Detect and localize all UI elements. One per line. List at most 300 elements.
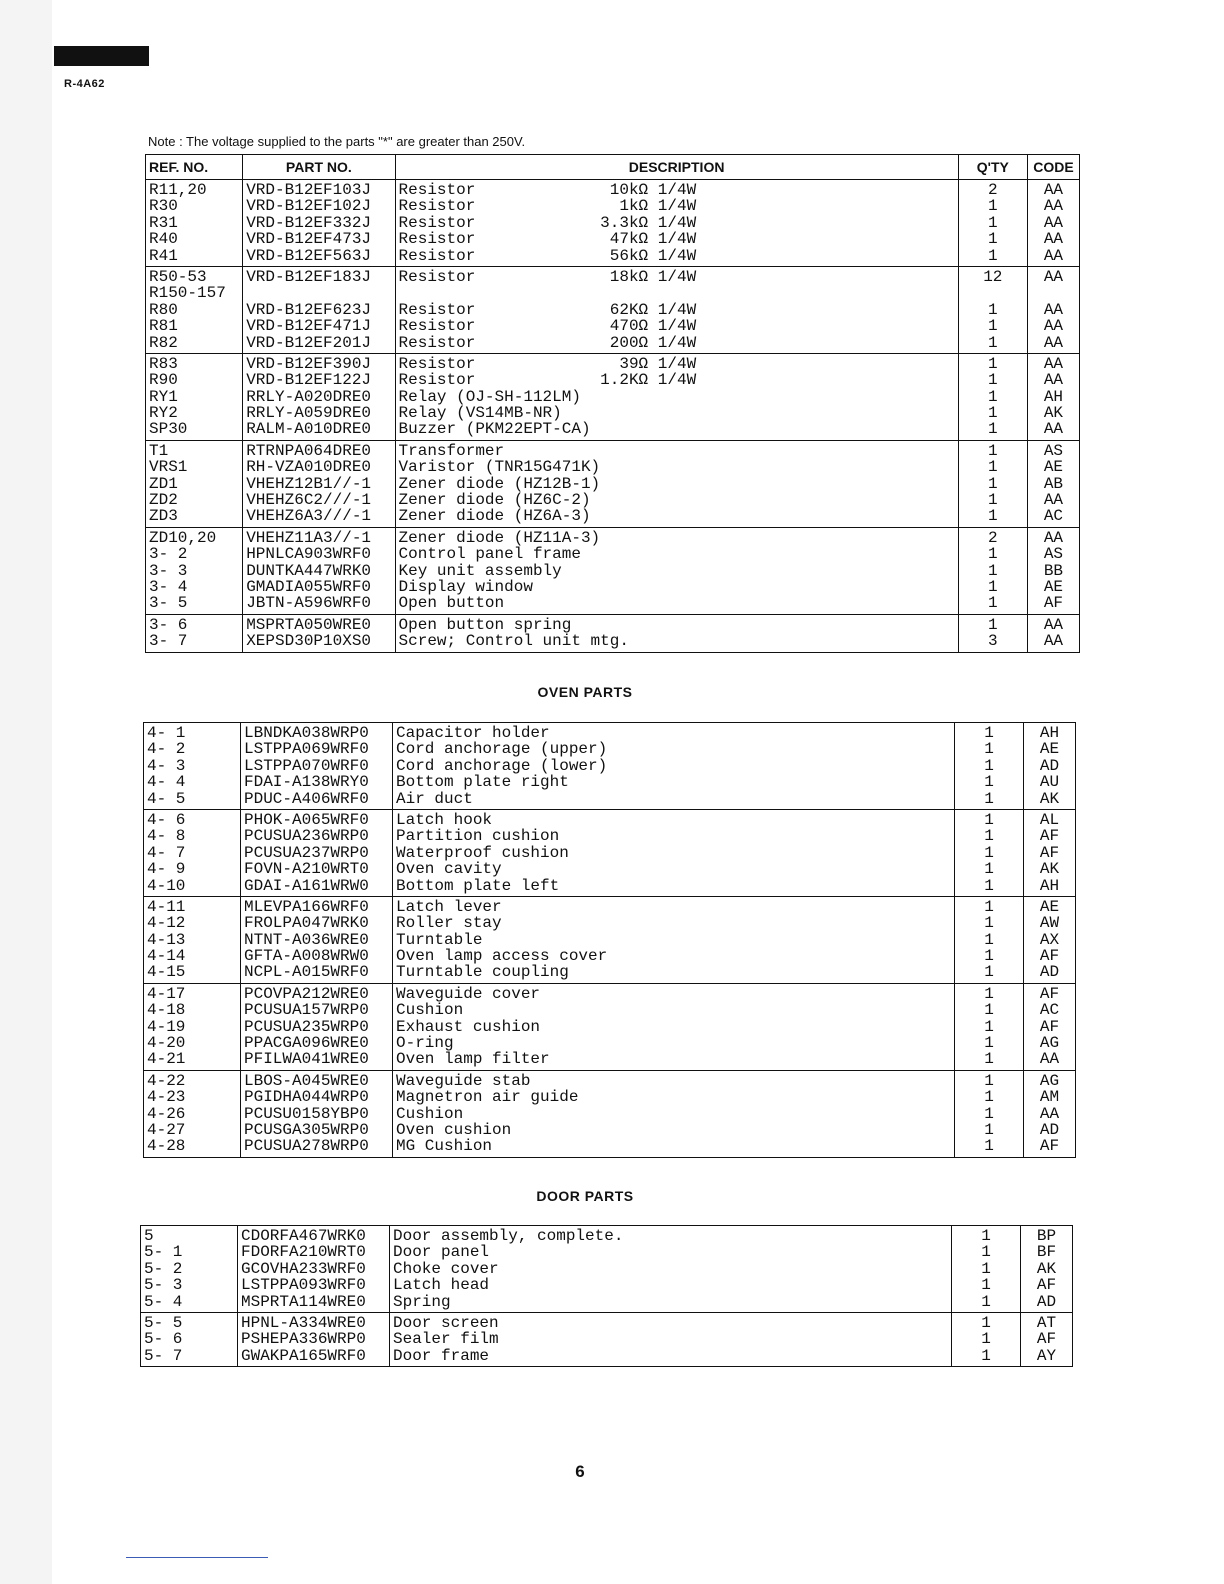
ref-line: 4- 4 bbox=[147, 773, 186, 792]
ref-line: R41 bbox=[149, 246, 178, 265]
cell-ref bbox=[141, 1312, 238, 1366]
code-line: AA bbox=[1043, 632, 1064, 651]
desc-line: Resistor 470Ω 1/4W bbox=[398, 317, 697, 336]
cell-code bbox=[1024, 896, 1076, 983]
desc-line: Varistor (TNR15G471K) bbox=[398, 458, 601, 477]
code-line: AU bbox=[1039, 773, 1060, 792]
part-line: VHEHZ12B1//-1 bbox=[246, 474, 372, 493]
part-line: MSPRTA114WRE0 bbox=[241, 1292, 366, 1311]
code-line: AH bbox=[1039, 876, 1060, 895]
code-line: AD bbox=[1039, 756, 1060, 775]
desc-line: Screw; Control unit mtg. bbox=[398, 632, 629, 651]
cell-code bbox=[1021, 1312, 1073, 1366]
part-line: VRD-B12EF103J bbox=[246, 181, 372, 199]
part-line: PCUSUA237WRP0 bbox=[244, 843, 369, 862]
table-row bbox=[144, 896, 1076, 983]
part-line: PPACGA096WRE0 bbox=[244, 1034, 369, 1053]
part-line: VRD-B12EF471J bbox=[246, 317, 372, 336]
part-line: XEPSD30P10XS0 bbox=[246, 632, 372, 651]
ref-line: 5- 5 bbox=[144, 1313, 183, 1332]
qty-line: 1 bbox=[984, 773, 994, 792]
part-line: RH-VZA010DRE0 bbox=[246, 458, 372, 477]
qty-line: 1 bbox=[981, 1243, 991, 1262]
parts-group bbox=[146, 353, 1080, 440]
part-line: FROLPA047WRK0 bbox=[244, 914, 369, 933]
part-line: NTNT-A036WRE0 bbox=[244, 930, 369, 949]
code-line: AA bbox=[1043, 246, 1064, 265]
cell-desc bbox=[395, 180, 958, 267]
part-line: HPNLCA903WRF0 bbox=[246, 545, 372, 564]
ref-line: 4-19 bbox=[147, 1017, 186, 1036]
code-line: AF bbox=[1039, 947, 1060, 966]
desc-line: Cushion bbox=[396, 1001, 464, 1020]
ref-line: 5 bbox=[144, 1227, 154, 1245]
desc-line: Cushion bbox=[396, 1104, 464, 1123]
parts-group bbox=[146, 440, 1080, 527]
qty-line: 1 bbox=[981, 1276, 991, 1295]
ref-line: ZD10,20 bbox=[149, 528, 217, 547]
cell-desc bbox=[393, 1070, 955, 1157]
part-line: VRD-B12EF473J bbox=[246, 230, 372, 249]
qty-line: 1 bbox=[987, 246, 998, 265]
ref-line: R30 bbox=[149, 197, 178, 216]
part-line bbox=[246, 285, 391, 301]
code-line: AA bbox=[1043, 615, 1064, 634]
qty-line: 1 bbox=[984, 1050, 994, 1069]
cell-code bbox=[1027, 180, 1079, 267]
desc-line: Exhaust cushion bbox=[396, 1017, 541, 1036]
ref-line: 4-15 bbox=[147, 963, 186, 982]
cell-qty bbox=[958, 266, 1027, 353]
cell-code bbox=[1027, 353, 1079, 440]
cell-desc bbox=[393, 809, 955, 896]
part-line: LSTPPA093WRF0 bbox=[241, 1276, 366, 1295]
ref-line: ZD2 bbox=[149, 491, 178, 510]
qty-line: 1 bbox=[984, 963, 994, 982]
code-line: AA bbox=[1043, 354, 1064, 373]
part-line: PCOVPA212WRE0 bbox=[244, 984, 369, 1003]
part-line: PCUSUA157WRP0 bbox=[244, 1001, 369, 1020]
part-line: NCPL-A015WRF0 bbox=[244, 963, 369, 982]
table-row bbox=[146, 353, 1080, 440]
desc-line: Bottom plate left bbox=[396, 876, 560, 895]
qty-line: 1 bbox=[984, 740, 994, 759]
code-line: AA bbox=[1043, 230, 1064, 249]
cell-code bbox=[1027, 266, 1079, 353]
ref-line: R11,20 bbox=[149, 181, 207, 199]
qty-line: 1 bbox=[984, 756, 994, 775]
part-line: VRD-B12EF201J bbox=[246, 333, 372, 352]
desc-line: Resistor 56kΩ 1/4W bbox=[398, 246, 697, 265]
cell-part bbox=[243, 527, 395, 614]
table-row bbox=[144, 723, 1076, 810]
code-line: AA bbox=[1043, 197, 1064, 216]
desc-line: Resistor 39Ω 1/4W bbox=[398, 354, 697, 373]
desc-line: Display window bbox=[398, 577, 533, 596]
code-line: AA bbox=[1043, 300, 1064, 319]
oven-parts-table bbox=[143, 722, 1076, 1158]
code-line: AF bbox=[1039, 827, 1060, 846]
part-line: RTRNPA064DRE0 bbox=[246, 441, 372, 460]
parts-group bbox=[146, 527, 1080, 614]
cell-ref bbox=[146, 614, 243, 652]
part-line: RRLY-A059DRE0 bbox=[246, 404, 372, 423]
cell-qty bbox=[955, 723, 1024, 810]
ref-line: R50-53 bbox=[149, 267, 207, 286]
part-line: LSTPPA070WRF0 bbox=[244, 756, 369, 775]
table-header-row bbox=[146, 155, 1080, 180]
cell-qty bbox=[958, 614, 1027, 652]
code-line: BF bbox=[1036, 1243, 1057, 1262]
part-line: PCUSGA305WRP0 bbox=[244, 1120, 369, 1139]
code-line: AE bbox=[1039, 897, 1060, 916]
parts-group bbox=[144, 809, 1076, 896]
table-row bbox=[146, 614, 1080, 652]
code-line: AD bbox=[1039, 963, 1060, 982]
part-line: VRD-B12EF332J bbox=[246, 213, 372, 232]
code-line: AH bbox=[1043, 387, 1064, 406]
ref-line: 4-21 bbox=[147, 1050, 186, 1069]
desc-line: Resistor 1.2KΩ 1/4W bbox=[398, 371, 697, 390]
qty-line: 1 bbox=[987, 300, 998, 319]
code-line: AS bbox=[1043, 545, 1064, 564]
cell-code bbox=[1024, 809, 1076, 896]
part-line: PDUC-A406WRF0 bbox=[244, 789, 369, 808]
part-line: LBNDKA038WRP0 bbox=[244, 724, 369, 742]
ref-line: R83 bbox=[149, 354, 178, 373]
qty-line: 1 bbox=[984, 930, 994, 949]
desc-line: Zener diode (HZ6C-2) bbox=[398, 491, 591, 510]
ref-line: ZD1 bbox=[149, 474, 178, 493]
part-line: VRD-B12EF122J bbox=[246, 371, 372, 390]
code-line: AS bbox=[1043, 441, 1064, 460]
code-line: AE bbox=[1043, 458, 1064, 477]
col-code: CODE bbox=[1027, 155, 1079, 180]
col-part-no: PART NO. bbox=[243, 155, 395, 180]
code-line: AY bbox=[1036, 1346, 1057, 1365]
cell-part bbox=[243, 353, 395, 440]
code-line: AA bbox=[1043, 371, 1064, 390]
part-line: HPNL-A334WRE0 bbox=[241, 1313, 366, 1332]
code-line: AA bbox=[1043, 528, 1064, 547]
qty-line: 1 bbox=[981, 1259, 991, 1278]
cell-ref bbox=[144, 896, 241, 983]
col-qty: Q'TY bbox=[958, 155, 1027, 180]
code-line: AT bbox=[1036, 1313, 1057, 1332]
qty-line: 1 bbox=[984, 810, 994, 829]
code-line: AA bbox=[1043, 491, 1064, 510]
qty-line: 1 bbox=[984, 1001, 994, 1020]
desc-line: Resistor 10kΩ 1/4W bbox=[398, 181, 697, 199]
door-parts-table bbox=[140, 1225, 1073, 1367]
qty-line: 1 bbox=[984, 1104, 994, 1123]
code-line: AK bbox=[1043, 404, 1064, 423]
qty-line: 1 bbox=[984, 789, 994, 808]
code-line: AF bbox=[1039, 1137, 1060, 1156]
qty-line: 1 bbox=[981, 1330, 991, 1349]
ref-line: 5- 7 bbox=[144, 1346, 183, 1365]
code-line: AF bbox=[1036, 1276, 1057, 1295]
code-line: AB bbox=[1043, 474, 1064, 493]
ref-line: 4-22 bbox=[147, 1071, 186, 1090]
table-row bbox=[146, 266, 1080, 353]
desc-line: Turntable bbox=[396, 930, 483, 949]
ref-line: T1 bbox=[149, 441, 169, 460]
ref-line: 5- 3 bbox=[144, 1276, 183, 1295]
cell-code bbox=[1024, 1070, 1076, 1157]
part-line: PFILWA041WRE0 bbox=[244, 1050, 369, 1069]
table-row bbox=[146, 440, 1080, 527]
qty-line: 1 bbox=[984, 1034, 994, 1053]
part-line: FOVN-A210WRT0 bbox=[244, 860, 369, 879]
part-line: VHEHZ6A3///-1 bbox=[246, 507, 372, 526]
desc-line: MG Cushion bbox=[396, 1137, 493, 1156]
table-row bbox=[141, 1312, 1073, 1366]
desc-line: Door assembly, complete. bbox=[393, 1227, 624, 1245]
part-line: VHEHZ11A3//-1 bbox=[246, 528, 372, 547]
code-line: AK bbox=[1039, 789, 1060, 808]
qty-line: 1 bbox=[987, 371, 998, 390]
qty-line bbox=[962, 285, 1024, 301]
ref-line: R150-157 bbox=[149, 284, 226, 303]
cell-qty bbox=[952, 1312, 1021, 1366]
code-line: AF bbox=[1039, 1017, 1060, 1036]
qty-line: 1 bbox=[984, 1137, 994, 1156]
cell-code bbox=[1024, 983, 1076, 1070]
cell-qty bbox=[955, 896, 1024, 983]
qty-line: 1 bbox=[987, 577, 998, 596]
qty-line: 2 bbox=[987, 528, 998, 547]
qty-line: 1 bbox=[987, 333, 998, 352]
control-parts-table bbox=[145, 154, 1080, 653]
desc-line: Oven cushion bbox=[396, 1120, 512, 1139]
code-line: BB bbox=[1043, 561, 1064, 580]
qty-line: 1 bbox=[984, 1071, 994, 1090]
cell-qty bbox=[958, 353, 1027, 440]
part-line: VRD-B12EF102J bbox=[246, 197, 372, 216]
qty-line: 1 bbox=[984, 914, 994, 933]
part-line: LSTPPA069WRF0 bbox=[244, 740, 369, 759]
qty-line: 1 bbox=[981, 1313, 991, 1332]
desc-line: Resistor 3.3kΩ 1/4W bbox=[398, 213, 697, 232]
desc-line: Open button bbox=[398, 594, 505, 613]
desc-line: Resistor 62KΩ 1/4W bbox=[398, 300, 697, 319]
part-line: GCOVHA233WRF0 bbox=[241, 1259, 366, 1278]
desc-line bbox=[399, 285, 955, 301]
cell-desc bbox=[395, 353, 958, 440]
qty-line: 1 bbox=[987, 213, 998, 232]
ref-line: 5- 6 bbox=[144, 1330, 183, 1349]
cell-part bbox=[243, 440, 395, 527]
col-ref-no: REF. NO. bbox=[146, 155, 243, 180]
qty-line: 1 bbox=[987, 458, 998, 477]
code-line: AE bbox=[1039, 740, 1060, 759]
cell-desc bbox=[395, 527, 958, 614]
parts-group bbox=[141, 1226, 1073, 1313]
part-line: CDORFA467WRK0 bbox=[241, 1227, 366, 1245]
desc-line: Zener diode (HZ12B-1) bbox=[398, 474, 601, 493]
qty-line: 3 bbox=[987, 632, 998, 651]
parts-group bbox=[144, 983, 1076, 1070]
cell-qty bbox=[952, 1226, 1021, 1313]
part-line: LBOS-A045WRE0 bbox=[244, 1071, 369, 1090]
scan-margin-shade bbox=[0, 0, 52, 1584]
desc-line: Relay (VS14MB-NR) bbox=[398, 404, 562, 423]
ref-line: 5- 2 bbox=[144, 1259, 183, 1278]
voltage-note: Note : The voltage supplied to the parts "*" are greater than 250V. bbox=[148, 134, 526, 149]
desc-line: Cord anchorage (lower) bbox=[396, 756, 608, 775]
desc-line: Door screen bbox=[393, 1313, 499, 1332]
desc-line: Resistor 200Ω 1/4W bbox=[398, 333, 697, 352]
code-line: AE bbox=[1043, 577, 1064, 596]
ref-line: 3- 5 bbox=[149, 594, 188, 613]
desc-line: Oven lamp access cover bbox=[396, 947, 608, 966]
qty-line: 1 bbox=[981, 1227, 991, 1245]
qty-line: 1 bbox=[984, 843, 994, 862]
code-line: AF bbox=[1039, 984, 1060, 1003]
desc-line: Transformer bbox=[398, 441, 505, 460]
desc-line: Relay (OJ-SH-112LM) bbox=[398, 387, 581, 406]
desc-line: Resistor 1kΩ 1/4W bbox=[398, 197, 697, 216]
desc-line: Door frame bbox=[393, 1346, 490, 1365]
cell-desc bbox=[395, 440, 958, 527]
ref-line: 3- 6 bbox=[149, 615, 188, 634]
ref-line: 4-17 bbox=[147, 984, 186, 1003]
qty-line: 1 bbox=[987, 615, 998, 634]
qty-line: 1 bbox=[987, 491, 998, 510]
part-line: PCUSUA236WRP0 bbox=[244, 827, 369, 846]
desc-line: Waveguide cover bbox=[396, 984, 541, 1003]
cell-code bbox=[1024, 723, 1076, 810]
cell-part bbox=[238, 1226, 390, 1313]
cell-part bbox=[241, 809, 393, 896]
desc-line: Magnetron air guide bbox=[396, 1088, 579, 1107]
desc-line: Oven lamp filter bbox=[396, 1050, 550, 1069]
cell-ref bbox=[144, 723, 241, 810]
desc-line: Zener diode (HZ11A-3) bbox=[398, 528, 601, 547]
code-line: AK bbox=[1039, 860, 1060, 879]
door-parts-title: DOOR PARTS bbox=[536, 1188, 634, 1204]
desc-line: Air duct bbox=[396, 789, 473, 808]
code-line: AD bbox=[1036, 1292, 1057, 1311]
code-line: AA bbox=[1043, 317, 1064, 336]
part-line: RALM-A010DRE0 bbox=[246, 420, 372, 439]
code-line: AG bbox=[1039, 1034, 1060, 1053]
parts-group bbox=[141, 1312, 1073, 1366]
qty-line: 1 bbox=[987, 387, 998, 406]
ref-line: 5- 4 bbox=[144, 1292, 183, 1311]
cell-qty bbox=[958, 527, 1027, 614]
qty-line: 1 bbox=[984, 860, 994, 879]
part-line: MLEVPA166WRF0 bbox=[244, 897, 369, 916]
ref-line: R81 bbox=[149, 317, 178, 336]
ref-line: 3- 7 bbox=[149, 632, 188, 651]
ref-line: 3- 3 bbox=[149, 561, 188, 580]
cell-qty bbox=[958, 440, 1027, 527]
part-line: PGIDHA044WRP0 bbox=[244, 1088, 369, 1107]
ref-line: 4-27 bbox=[147, 1120, 186, 1139]
desc-line: Partition cushion bbox=[396, 827, 560, 846]
part-line: PHOK-A065WRF0 bbox=[244, 810, 369, 829]
qty-line: 12 bbox=[983, 267, 1003, 286]
qty-line: 1 bbox=[987, 354, 998, 373]
desc-line: Waveguide stab bbox=[396, 1071, 531, 1090]
qty-line: 1 bbox=[987, 594, 998, 613]
qty-line: 1 bbox=[984, 1120, 994, 1139]
ref-line: 5- 1 bbox=[144, 1243, 183, 1262]
ref-line: 4-13 bbox=[147, 930, 186, 949]
header-black-bar bbox=[54, 46, 149, 66]
cell-qty bbox=[955, 1070, 1024, 1157]
desc-line: Control panel frame bbox=[398, 545, 581, 564]
code-line: AA bbox=[1043, 333, 1064, 352]
cell-ref bbox=[144, 809, 241, 896]
ref-line: ZD3 bbox=[149, 507, 178, 526]
cell-part bbox=[243, 266, 395, 353]
code-line: AM bbox=[1039, 1088, 1060, 1107]
parts-group bbox=[146, 266, 1080, 353]
code-line: AK bbox=[1036, 1259, 1057, 1278]
qty-line: 1 bbox=[984, 876, 994, 895]
ref-line: SP30 bbox=[149, 420, 188, 439]
code-line: AA bbox=[1043, 267, 1064, 286]
ref-line: R90 bbox=[149, 371, 178, 390]
footer-rule bbox=[126, 1557, 268, 1558]
code-line: AF bbox=[1036, 1330, 1057, 1349]
cell-desc bbox=[395, 266, 958, 353]
qty-line: 1 bbox=[984, 724, 994, 742]
ref-line: R31 bbox=[149, 213, 178, 232]
qty-line: 1 bbox=[987, 317, 998, 336]
cell-ref bbox=[144, 983, 241, 1070]
code-line: BP bbox=[1036, 1227, 1057, 1245]
ref-line: 4- 3 bbox=[147, 756, 186, 775]
ref-line: 4- 1 bbox=[147, 724, 186, 742]
qty-line: 1 bbox=[984, 1017, 994, 1036]
code-line: AF bbox=[1039, 843, 1060, 862]
cell-code bbox=[1021, 1226, 1073, 1313]
ref-line: 4-18 bbox=[147, 1001, 186, 1020]
part-line: VHEHZ6C2///-1 bbox=[246, 491, 372, 510]
desc-line: Latch head bbox=[393, 1276, 490, 1295]
page-number: 6 bbox=[575, 1462, 585, 1481]
part-line: RRLY-A020DRE0 bbox=[246, 387, 372, 406]
cell-part bbox=[243, 180, 395, 267]
desc-line: Key unit assembly bbox=[398, 561, 562, 580]
desc-line: Buzzer (PKM22EPT-CA) bbox=[398, 420, 591, 439]
desc-line: Latch lever bbox=[396, 897, 502, 916]
code-line: AA bbox=[1039, 1104, 1060, 1123]
part-line: PCUSU0158YBP0 bbox=[244, 1104, 369, 1123]
desc-line: Latch hook bbox=[396, 810, 493, 829]
part-line: PCUSUA278WRP0 bbox=[244, 1137, 369, 1156]
cell-part bbox=[243, 614, 395, 652]
cell-desc bbox=[393, 723, 955, 810]
qty-line: 2 bbox=[987, 181, 998, 199]
ref-line: 4-28 bbox=[147, 1137, 186, 1156]
ref-line: RY2 bbox=[149, 404, 178, 423]
cell-code bbox=[1027, 527, 1079, 614]
cell-code bbox=[1027, 440, 1079, 527]
desc-line: Bottom plate right bbox=[396, 773, 569, 792]
ref-line: 4- 6 bbox=[147, 810, 186, 829]
ref-line: 4- 9 bbox=[147, 860, 186, 879]
cell-part bbox=[241, 723, 393, 810]
qty-line: 1 bbox=[987, 507, 998, 526]
qty-line: 1 bbox=[987, 545, 998, 564]
code-line: AL bbox=[1039, 810, 1060, 829]
code-line: AH bbox=[1039, 724, 1060, 742]
